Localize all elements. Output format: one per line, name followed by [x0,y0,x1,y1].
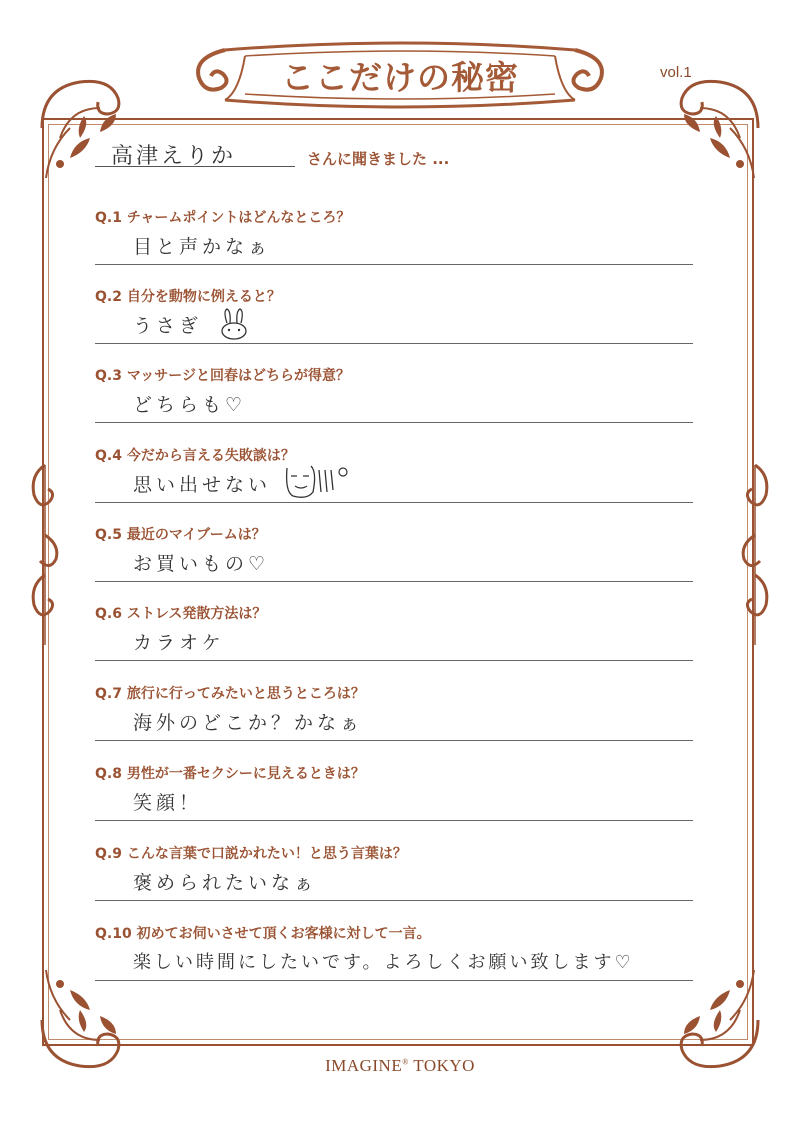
sweat-face-doodle-icon [283,462,353,500]
registered-mark: ® [402,1057,409,1067]
answer-line [95,502,693,503]
brand-name: IMAGINE [325,1056,403,1075]
answer-text: 目と声かなぁ [133,236,272,258]
qa-item-1 [95,208,695,258]
answer-text: 海外のどこか？かなぁ [133,712,364,734]
answer-line [95,900,693,901]
qa-item-10 [95,924,695,973]
question-text: Q.2 自分を動物に例えると？ [95,289,281,305]
qa-item-7 [95,684,695,734]
answer-text: うさぎ [133,315,203,337]
side-ornament-right [738,455,772,655]
question-text: Q.3 マッサージと回春はどちらが得意？ [95,368,350,384]
answer-text: どちらも♡ [133,394,247,416]
qa-item-2 [95,287,695,337]
question-text: Q.10 初めてお伺いさせて頂くお客様に対して一言。 [95,926,431,942]
qa-item-4 [95,446,695,496]
answer-line [95,581,693,582]
corner-ornament-bottom-right [650,960,770,1080]
question-text: Q.5 最近のマイブームは？ [95,527,266,543]
answer-text: お買いもの♡ [133,553,270,575]
side-ornament-left [28,455,62,655]
qa-item-8 [95,764,695,814]
answer-text: カラオケ [133,632,225,654]
corner-ornament-top-right [650,68,770,188]
answer-line [95,740,693,741]
question-text: Q.8 男性が一番セクシーに見えるときは？ [95,766,365,782]
qa-item-6 [95,604,695,654]
question-text: Q.9 こんな言葉で口説かれたい！と思う言葉は？ [95,846,407,862]
answer-text: 思い出せない [133,474,272,496]
answer-line [95,343,693,344]
volume-label: vol.1 [660,64,692,81]
rabbit-doodle-icon [217,307,251,341]
answer-text: 笑顔！ [133,792,203,814]
answer-line [95,820,693,821]
answer-text: 褒められたいなぁ [133,872,318,894]
name-underline [95,166,295,167]
qa-item-9 [95,844,695,894]
answer-line [95,660,693,661]
title-banner [185,38,615,113]
page-frame-inner [48,124,748,1040]
answer-line [95,264,693,265]
page-title: ここだけの秘密 [281,58,519,97]
qa-item-5 [95,525,695,575]
answer-line [95,980,693,981]
corner-ornament-bottom-left [30,960,150,1080]
footer-brand [280,1056,520,1076]
question-text: Q.1 チャームポイントはどんなところ？ [95,210,351,226]
answer-line [95,422,693,423]
respondent-name: 高津えりか [111,144,237,169]
answer-text: 楽しい時間にしたいです。よろしくお願い致します♡ [133,952,634,973]
brand-city: TOKYO [413,1056,475,1075]
qa-item-3 [95,366,695,416]
question-text: Q.7 旅行に行ってみたいと思うところは？ [95,686,365,702]
respondent-suffix: さんに聞きました ... [307,150,450,168]
question-text: Q.6 ストレス発散方法は？ [95,606,267,622]
question-text: Q.4 今だから言える失敗談は？ [95,448,295,464]
respondent-row [95,136,615,172]
